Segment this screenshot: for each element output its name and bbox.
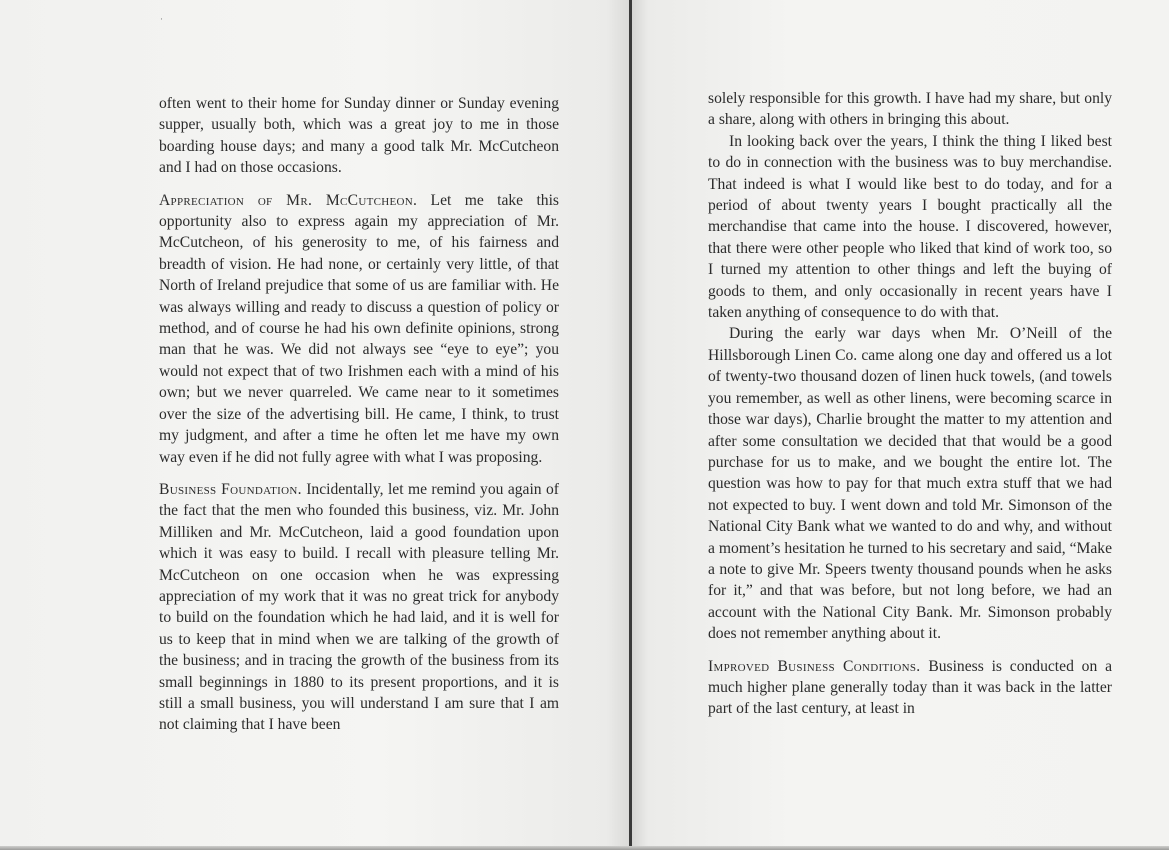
left-page-text [159,93,559,736]
paragraph [708,323,1112,644]
paragraph [708,656,1112,720]
paragraph [708,131,1112,324]
paragraph-body: Incidentally, let me remind you again of the fact that the men who founded this business, viz. Mr. John Milliken and Mr. McCutcheon, laid a good foundation upon which it was easy to build. I recall with pleasure telling Mr. McCutcheon on one occasion when he was expressing appreciation of my work that it was no great trick for anybody to build on the foundation which he had laid, and it is well for us to keep that in mind when we are talking of the growth of the business; and in tracing the growth of the business from its small beginnings in 1880 to its present proportions, and it is still a small business, you will understand I am sure that I am not claiming that I have been [159,480,559,734]
page-bottom-edge [0,846,1169,850]
book-gutter [629,0,632,850]
right-page-text [708,88,1112,720]
section-heading: Improved Business Conditions. [708,657,921,675]
paragraph-body: solely responsible for this growth. I have had my share, but only a share, along with others in bringing this about. [708,90,1112,129]
paragraph-body: often went to their home for Sunday dinner or Sunday evening supper, usually both, which was a great joy to me in those boarding house days; and many a good talk Mr. McCutcheon and I had on those occasions. [159,95,559,177]
page-speck: · [160,14,163,24]
paragraph-body: Let me take this opportunity also to express again my appreciation of Mr. McCutcheon, of his generosity to me, of his fairness and breadth of vision. He had none, or certainly very little, of that North of Ireland prejudice that some of us are familiar with. He was always willing and ready to discuss a question of policy or method, and of course he had his own definite opinions, strong man that he was. We did not always see “eye to eye”; you would not expect that of two Irishmen each with a mind of his own; but we never quarreled. We came near to it sometimes over the size of the advertising bill. He came, I think, to trust my judgment, and after a time he often let me have my own way even if he did not fully agree with what I was proposing. [159,191,559,466]
paragraph [708,88,1112,131]
right-page [632,0,1169,850]
paragraph [159,479,559,736]
paragraph-body: Business is conducted on a much higher plane generally today than it was back in the latter part of the last century, at least in [708,657,1112,718]
paragraph [159,190,559,468]
paragraph [159,93,559,179]
section-heading: Appreciation of Mr. McCutcheon. [159,191,418,209]
section-heading: Business Foundation. [159,480,302,498]
paragraph-body: During the early war days when Mr. O’Neill of the Hillsborough Linen Co. came along one day and offered us a lot of twenty-two thousand dozen of linen huck towels, (and towels you remember, as well as other linens, were becoming scarce in those war days), Charlie brought the matter to my attention and after some consultation we decided that that would be a good purchase for us to make, and we bought the entire lot. The question was how to pay for that much extra stuff that we had not expected to buy. I went down and told Mr. Simonson of the National City Bank what we wanted to do and why, and without a moment’s hesitation he turned to his secretary and said, “Make a note to give Mr. Speers twenty thousand pounds when he asks for it,” and that was before, but not long before, we had an account with the National City Bank. Mr. Simonson probably does not remember anything about it. [708,325,1112,643]
paragraph-body: In looking back over the years, I think the thing I liked best to do in connection with the business was to buy merchandise. That indeed is what I would like best to do today, and for a period of about twenty years I bought practically all the merchandise that came into the house. I discovered, however, that there were other people who liked that kind of work too, so I turned my attention to other things and left the buying of goods to them, and only occasionally in recent years have I taken anything of consequence to do with that. [708,132,1112,322]
